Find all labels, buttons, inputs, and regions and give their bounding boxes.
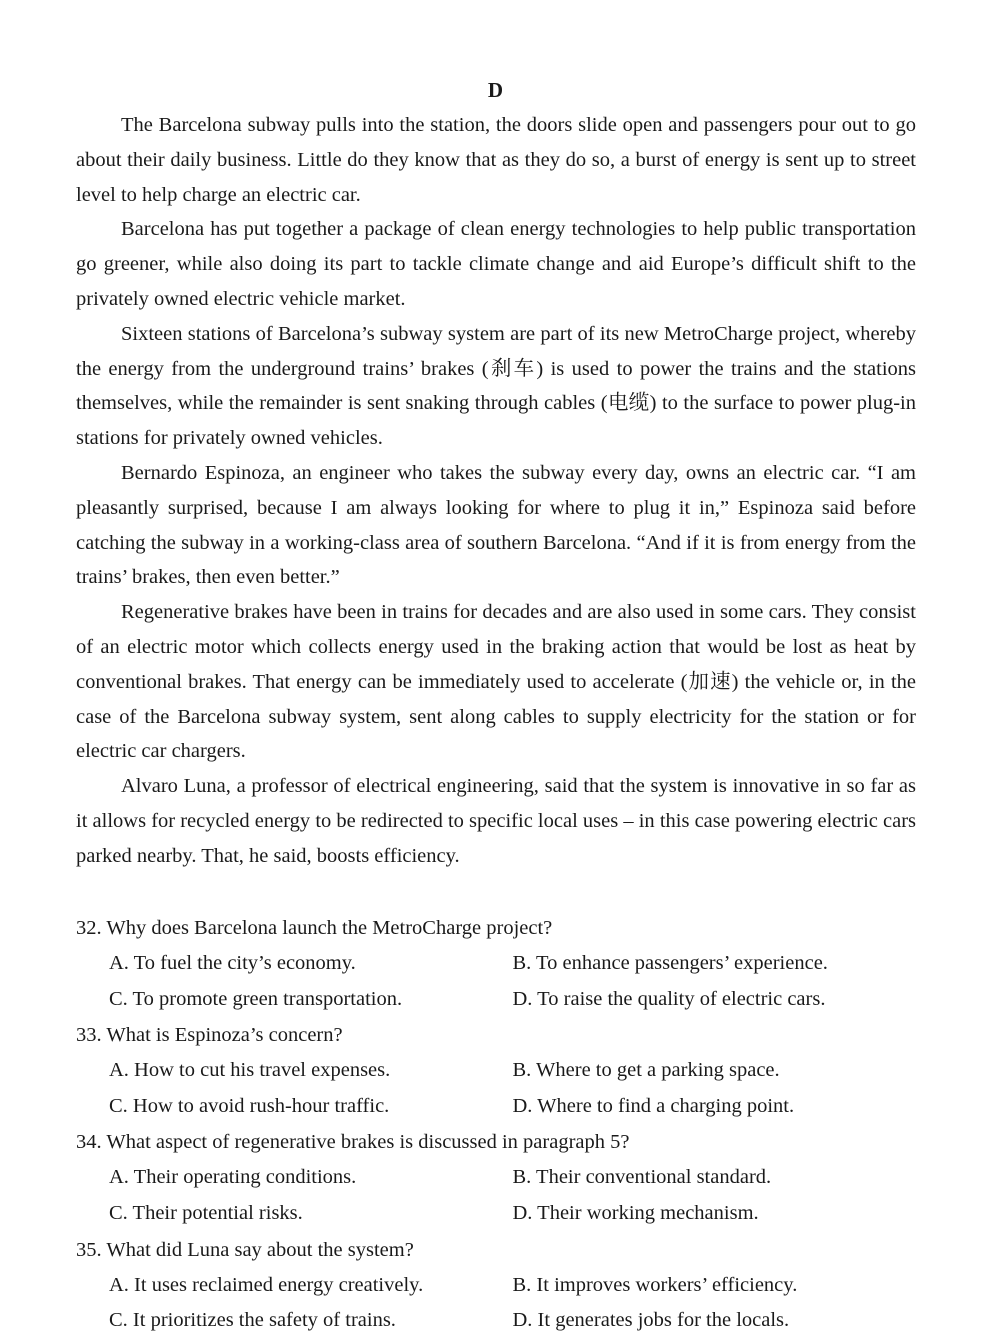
question-stem: 34. What aspect of regenerative brakes is discussed in paragraph 5? [76,1131,630,1154]
option-b: B. It improves workers’ efficiency. [512,1273,798,1296]
option-row [76,1053,916,1089]
passage-paragraph-5: Regenerative brakes have been in trains for decades and are also used in some cars. They consist of an electric motor which collects energy used in the braking action that would be lost as heat by conventional brakes. That energy can be immediately used to accelerate (加速) the vehicle or, in the case of the Barcelona subway system, sent along cables to supply electricity for the station or for electric car chargers. [76,601,916,763]
question-33 [76,1017,916,1124]
option-d: D. Their working mechanism. [512,1201,759,1224]
passage-paragraph-1: The Barcelona subway pulls into the station, the doors slide open and passengers pour out to go about their daily business. Little do they know that as they do so, a burst of energy is sent up to street level to help charge an electric car. [76,114,916,206]
reading-passage [76,108,916,874]
option-row [76,1089,916,1125]
option-row [76,1303,916,1339]
option-a: A. It uses reclaimed energy creatively. [109,1273,424,1296]
question-stem: 33. What is Espinoza’s concern? [76,1024,343,1047]
option-b: B. Their conventional standard. [512,1166,772,1189]
option-a: A. Their operating conditions. [109,1166,357,1189]
option-a: A. To fuel the city’s economy. [109,952,356,974]
passage-paragraph-3: Sixteen stations of Barcelona’s subway system are part of its new MetroCharge project, whereby the energy from the underground trains’ brakes (刹车) is used to power the trains and the stations themselves, while the remainder is sent snaking through cables (电缆) to the surface to power plug-in stations for privately owned vehicles. [76,322,916,450]
option-row [76,1160,916,1196]
option-c: C. To promote green transportation. [109,987,403,1010]
question-stem: 32. Why does Barcelona launch the MetroCharge project? [76,917,553,939]
option-row [76,946,916,982]
question-32 [76,910,916,1017]
option-c: C. How to avoid rush-hour traffic. [109,1094,390,1117]
option-row [76,982,916,1018]
option-d: D. To raise the quality of electric cars. [512,987,826,1010]
option-c: C. Their potential risks. [109,1201,303,1224]
option-d: D. It generates jobs for the locals. [512,1309,790,1332]
option-d: D. Where to find a charging point. [512,1094,795,1117]
question-list [76,910,916,1339]
option-row [76,1268,916,1304]
option-c: C. It prioritizes the safety of trains. [109,1309,396,1332]
section-label: D [487,78,505,102]
passage-paragraph-6: Alvaro Luna, a professor of electrical engineering, said that the system is innovative in so far as it allows for recycled energy to be redirected to specific local uses – in this case powering electric cars parked nearby. That, he said, boosts efficiency. [76,775,916,867]
option-row [76,1196,916,1232]
option-a: A. How to cut his travel expenses. [109,1059,391,1082]
question-34 [76,1124,916,1231]
option-b: B. Where to get a parking space. [512,1059,780,1082]
question-35 [76,1232,916,1339]
question-stem: 35. What did Luna say about the system? [76,1238,414,1261]
option-b: B. To enhance passengers’ experience. [512,952,828,974]
passage-paragraph-4: Bernardo Espinoza, an engineer who takes the subway every day, owns an electric car. “I am pleasantly surprised, because I am always looking for where to plug it in,” Espinoza said before catching the subway in a working-class area of southern Barcelona. “And if it is from energy from the trains’ brakes, then even better.” [76,461,916,589]
passage-paragraph-2: Barcelona has put together a package of clean energy technologies to help public transportation go greener, while also doing its part to tackle climate change and aid Europe’s difficult shift to the privately owned electric vehicle market. [76,218,916,310]
